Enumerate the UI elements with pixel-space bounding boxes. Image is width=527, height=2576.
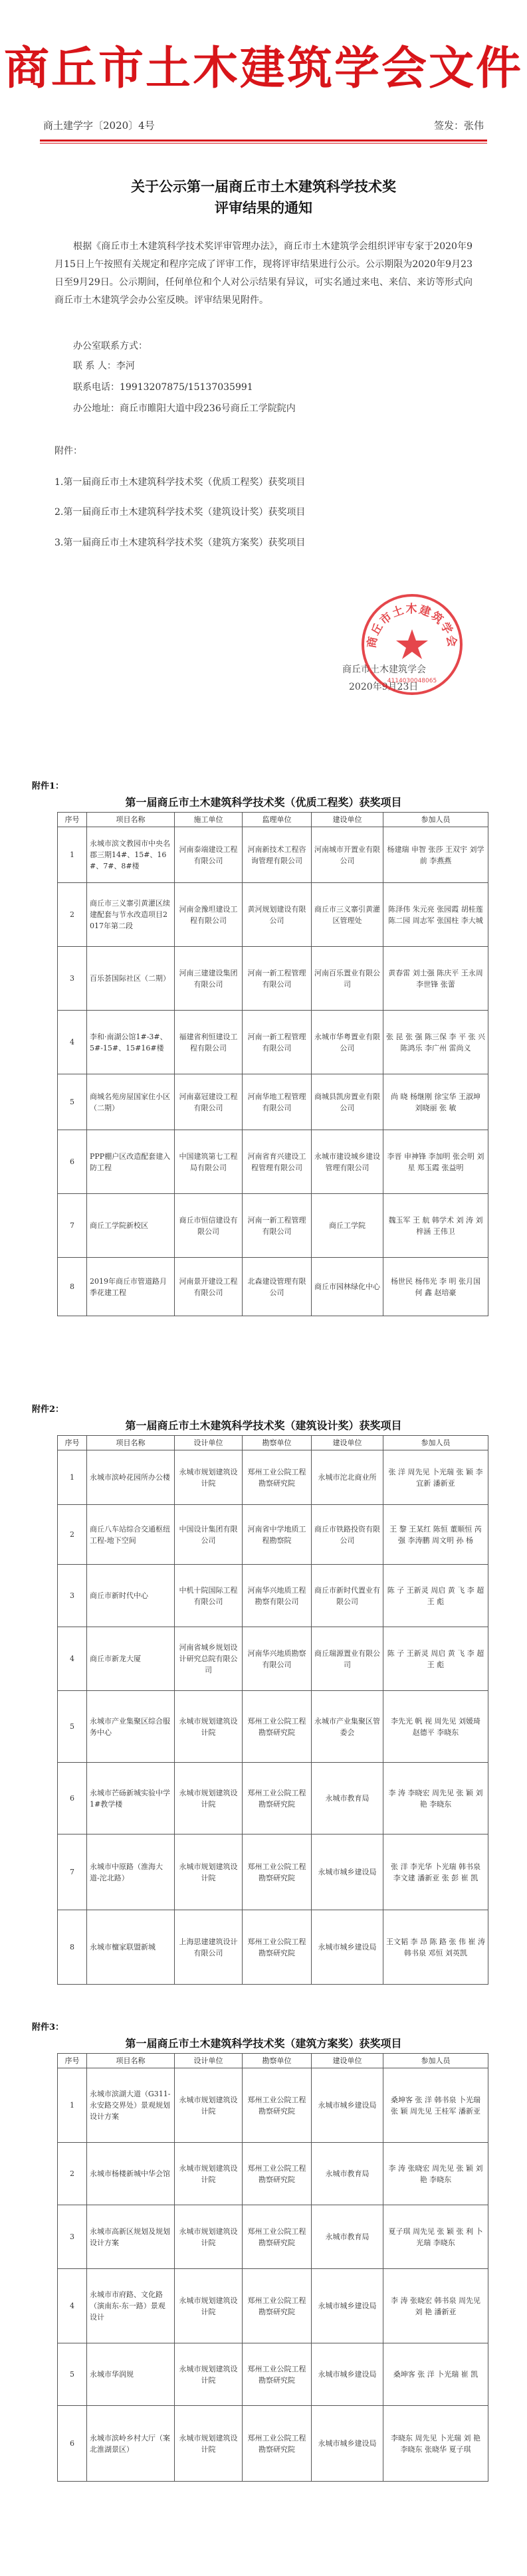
table-cell: 永城市沱北商业所 [312,1450,383,1505]
column-header: 设计单位 [175,1436,243,1450]
table-cell: 河南华兴地质工程勘察有限公司 [243,1565,312,1627]
table-cell: 永城市产业集聚区综合服务中心 [87,1691,175,1763]
official-seal-icon [356,588,469,701]
table-cell: 郑州工业公院工程勘察研究院 [243,2406,312,2482]
table-cell: 王 黎 王某红 陈恒 董顺恒 芮 强 李涛鹏 周文明 孙 杨 [383,1505,488,1565]
table-row [58,1074,488,1130]
table-cell: 3 [58,2205,87,2269]
table-row [58,2068,488,2143]
table-cell: 永城市檀家联盟新城 [87,1910,175,1985]
table-cell: 永城市杨楼新城中华会馆 [87,2143,175,2205]
table-header-row [58,1436,488,1450]
table-cell: 永城市城乡建设局 [312,2406,383,2482]
table-cell: 永城市规划建筑设计院 [175,1834,243,1910]
table-cell: 郑州工业公院工程勘察研究院 [243,2269,312,2343]
table-cell: 4 [58,1627,87,1691]
table-cell: 陈泽伟 朱元亮 张园霞 胡桂莲 陈二园 周志军 张国柱 李大城 [383,883,488,947]
table-cell: 7 [58,1834,87,1910]
table-cell: 商丘市三义寨引黄灌区管理处 [312,883,383,947]
attachment-item-1: 1.第一届商丘市土木建筑科学技术奖（优质工程奖）获奖项目 [54,477,306,488]
table-cell: 陈 子 王新灵 周启 黄 飞 李 超 王 彪 [383,1565,488,1627]
table-cell: 2 [58,883,87,947]
table-cell: 河南省中学地质工程勘察院 [243,1505,312,1565]
column-header: 参加人员 [383,813,488,827]
table-cell: 商丘市铁路投资有限公司 [312,1505,383,1565]
table-cell: 8 [58,1258,87,1316]
table-cell: 2 [58,1505,87,1565]
annex2-title: 第一届商丘市土木建筑科学技术奖（建筑设计奖）获奖项目 [125,1419,402,1432]
table-cell: 5 [58,1074,87,1130]
table-cell: 魏玉军 王 航 韩学术 刘 涛 刘梓涵 王伟卫 [383,1194,488,1258]
table-cell: 3 [58,947,87,1011]
column-header: 建设单位 [312,813,383,827]
annex2-table [57,1435,488,1985]
table-cell: 永城市规划建筑设计院 [175,2143,243,2205]
table-cell: 黄河规划建设有限公司 [243,883,312,947]
table-cell: 杨建瑞 申智 张莎 王双宇 刘学前 李燕燕 [383,827,488,883]
table-cell: 3 [58,1565,87,1627]
table-row [58,1258,488,1316]
table-cell: 陈 子 王新灵 周启 黄 飞 李 超 王 彪 [383,1627,488,1691]
document-number-row [43,118,484,133]
table-cell: 郑州工业公院工程勘察研究院 [243,1910,312,1985]
table-row [58,883,488,947]
table-cell: 6 [58,2406,87,2482]
table-cell: 张 洋 李光华 卜光瑞 韩书泉 李文建 潘新亚 张 彭 崔 凯 [383,1834,488,1910]
table-cell: 桑坤客 张 洋 韩书泉 卜光瑞 张 颖 周先见 王桂军 潘新亚 [383,2068,488,2143]
column-header: 建设单位 [312,1436,383,1450]
table-cell: 郑州工业公院工程勘察研究院 [243,1763,312,1834]
table-cell: 河南城市开置业有限公司 [312,827,383,883]
table-cell: 永城市建设城乡建设管理有限公司 [312,1130,383,1194]
svg-text:商丘市土木建筑学会: 商丘市土木建筑学会 [365,603,459,650]
table-cell: 永城市规划建筑设计院 [175,2343,243,2406]
notice-title-line2: 评审结果的通知 [215,199,312,216]
table-cell: 商丘八车站综合交通枢纽工程-地下空间 [87,1505,175,1565]
table-cell: 永城市滨岭花园所办公楼 [87,1450,175,1505]
table-cell: 商丘工学院 [312,1194,383,1258]
column-header: 建设单位 [312,2054,383,2068]
table-cell: 河南新技术工程咨询管理有限公司 [243,827,312,883]
table-cell: 李晋 申神锋 李加明 张会明 刘 星 郑玉霞 张益明 [383,1130,488,1194]
column-header: 施工单位 [175,813,243,827]
table-row [58,1194,488,1258]
table-cell: 李 涛 张晓宏 韩书泉 周先见 刘 艳 潘新亚 [383,2269,488,2343]
column-header: 设计单位 [175,2054,243,2068]
document-number: 商土建学字〔2020〕4号 [43,120,155,132]
table-cell: 河南三建建设集团有限公司 [175,947,243,1011]
table-cell: 李 涛 李晓宏 周先见 张 颖 刘 艳 李晓东 [383,1763,488,1834]
table-cell: 百乐荟国际社区（二期） [87,947,175,1011]
table-cell: 河南省育兴建设工程管理有限公司 [243,1130,312,1194]
column-header: 项目名称 [87,813,175,827]
table-cell: 永城市城乡建设局 [312,2269,383,2343]
table-cell: 商丘市三义寨引黄灌区续建配套与节水改造项目2017年第二段 [87,883,175,947]
table-cell: 张 洋 周先见 卜光瑞 张 颖 李宜新 潘新亚 [383,1450,488,1505]
table-cell: 上海思建建筑设计有限公司 [175,1910,243,1985]
column-header: 序号 [58,1436,87,1450]
table-cell: 永城市规划建筑设计院 [175,1763,243,1834]
table-cell: 河南嘉冠建设工程有限公司 [175,1074,243,1130]
table-cell: 河南泰端建设工程有限公司 [175,827,243,883]
table-cell: 尚 晓 杨继刚 徐宝华 王淑坤 刘晓丽 张 敏 [383,1074,488,1130]
annex1-table [57,812,488,1316]
table-cell: 李晓东 周先见 卜光瑞 刘 艳 李晓东 张晓华 夏子琪 [383,2406,488,2482]
table-cell: 郑州工业公院工程勘察研究院 [243,2143,312,2205]
column-header: 项目名称 [87,2054,175,2068]
table-cell: 永城市规划建筑设计院 [175,1450,243,1505]
table-header-row [58,813,488,827]
table-cell: 商丘市园林绿化中心 [312,1258,383,1316]
column-header: 序号 [58,813,87,827]
table-row [58,1505,488,1565]
table-cell: 永城市教育局 [312,2205,383,2269]
table-row [58,1627,488,1691]
table-cell: 黄春雷 刘士强 陈庆平 王永周 李世锋 张蕾 [383,947,488,1011]
column-header: 参加人员 [383,1436,488,1450]
table-cell: 永城市教育局 [312,2143,383,2205]
table-cell: 1 [58,2068,87,2143]
annex1-label: 附件1： [32,781,64,791]
table-cell: 河南一新工程管理有限公司 [243,947,312,1011]
table-cell: 郑州工业公院工程勘察研究院 [243,1834,312,1910]
table-cell: 2 [58,2143,87,2205]
table-cell: 永城市规划建筑设计院 [175,2205,243,2269]
table-cell: 李和·南湖公馆1#-3#、5#-15#、15#16#楼 [87,1011,175,1074]
table-cell: 张 昆 张 强 陈三保 李 平 张 兴 陈鸿乐 李广州 雷尚义 [383,1011,488,1074]
table-cell: 8 [58,1910,87,1985]
column-header: 勘察单位 [243,2054,312,2068]
header-divider [40,140,487,142]
table-row [58,1834,488,1910]
table-cell: 1 [58,827,87,883]
table-cell: 商丘市恒信建设有限公司 [175,1194,243,1258]
table-cell: 中机十院国际工程有限公司 [175,1565,243,1627]
table-cell: 商城名苑房屋国家住小区（二期） [87,1074,175,1130]
signing-date: 2020年9月23日 [349,682,419,692]
notice-title-line1: 关于公示第一届商丘市土木建筑科学技术奖 [131,178,396,195]
table-cell: 河南金豫坦建设工程有限公司 [175,883,243,947]
table-cell: 商丘市新时代置业有限公司 [312,1565,383,1627]
signature-block [336,588,495,734]
table-cell: 李先光 帆 视 周先见 刘媛琦 赵德平 李晓东 [383,1691,488,1763]
table-cell: 永城市城乡建设局 [312,1910,383,1985]
table-cell: 郑州工业公院工程勘察研究院 [243,1691,312,1763]
column-header: 勘察单位 [243,1436,312,1450]
contact-phone: 联系电话：19913207875/15137035991 [73,382,253,393]
annex3-table [57,2053,488,2482]
annex3-label: 附件3： [32,2023,64,2032]
table-cell: 郑州工业公院工程勘察研究院 [243,2205,312,2269]
signatory: 签发：张伟 [433,120,484,132]
table-cell: 永城市规划建筑设计院 [175,2269,243,2343]
table-cell: 郑州工业公院工程勘察研究院 [243,2068,312,2143]
table-cell: 永城市芒砀新城实验中学1#教学楼 [87,1763,175,1834]
annex3-title: 第一届商丘市土木建筑科学技术奖（建筑方案奖）获奖项目 [125,2037,402,2050]
attachments-label: 附件： [54,446,82,456]
document-masthead: 商丘市土木建筑学会文件 [3,42,523,95]
table-row [58,1450,488,1505]
table-cell: 永城市城乡建设局 [312,2068,383,2143]
table-cell: 河南百乐置业有限公司 [312,947,383,1011]
table-cell: 河南一新工程管理有限公司 [243,1194,312,1258]
table-cell: 永城市华润规 [87,2343,175,2406]
table-cell: 永城市中原路（淮海大道-沱北路） [87,1834,175,1910]
table-cell: 河南一新工程管理有限公司 [243,1011,312,1074]
table-cell: 5 [58,1691,87,1763]
table-cell: 杨世民 杨伟光 李 明 张月国 何 鑫 赵培豪 [383,1258,488,1316]
svg-text:4114030048065: 4114030048065 [387,678,437,684]
table-cell: 河南华地工程管理有限公司 [243,1074,312,1130]
table-cell: 6 [58,1130,87,1194]
table-row [58,1763,488,1834]
table-cell: 5 [58,2343,87,2406]
table-cell: 河南华兴地质勘察有限公司 [243,1627,312,1691]
table-cell: 永城市滨岭乡村大厅（案北淮湖景区） [87,2406,175,2482]
table-cell: 永城市城乡建设局 [312,2343,383,2406]
table-cell: 王文韬 李 昂 陈 路 张 伟 崔 涛 韩书泉 邓恒 刘英凯 [383,1910,488,1985]
table-row [58,1565,488,1627]
table-header-row [58,2054,488,2068]
table-cell: 郑州工业公院工程勘察研究院 [243,1450,312,1505]
contact-intro: 办公室联系方式： [73,341,148,351]
table-row [58,1130,488,1194]
table-cell: 7 [58,1194,87,1258]
table-cell: 4 [58,2269,87,2343]
table-row [58,1910,488,1985]
table-cell: 北森建设管理有限公司 [243,1258,312,1316]
table-cell: 永城市教育局 [312,1763,383,1834]
notice-paragraph: 根据《商丘市土木建筑科学技术奖评审管理办法》，商丘市土木建筑学会组织评审专家于2020年9月15日上午按照有关规定和程序完成了评审工作，现将评审结果进行公示。公示期限为2020年9月23日至9月29日。公示期间，任何单位和个人对公示结果有异议，可实名通过来电、来信、来访等形式向商丘市土木建筑学会办公室反映。评审结果见附件。 [54,241,473,306]
table-row [58,1011,488,1074]
table-cell: 永城市规划建筑设计院 [175,2068,243,2143]
signing-organization: 商丘市土木建筑学会 [342,664,426,675]
table-cell: 永城市高新区规划及规划设计方案 [87,2205,175,2269]
table-cell: 2019年商丘市管道路月季花建工程 [87,1258,175,1316]
table-row [58,2143,488,2205]
table-row [58,2205,488,2269]
table-cell: 4 [58,1011,87,1074]
column-header: 监理单位 [243,813,312,827]
table-cell: 1 [58,1450,87,1505]
table-cell: 永城市产业集聚区管委会 [312,1691,383,1763]
table-cell: 商丘市新龙大厦 [87,1627,175,1691]
contact-person: 联 系 人：李河 [73,361,135,371]
table-cell: 李 涛 张晓宏 周先见 张 颖 刘 艳 李晓东 [383,2143,488,2205]
table-cell: 6 [58,1763,87,1834]
contact-address: 办公地址：商丘市睢阳大道中段236号商丘工学院院内 [73,403,296,414]
table-cell: 商丘瑞源置业有限公司 [312,1627,383,1691]
column-header: 序号 [58,2054,87,2068]
table-cell: 郑州工业公院工程勘察研究院 [243,2343,312,2406]
attachment-item-2: 2.第一届商丘市土木建筑科学技术奖（建筑设计奖）获奖项目 [54,507,306,518]
table-cell: PPP棚户区改造配套建入防工程 [87,1130,175,1194]
table-cell: 永城市规划建筑设计院 [175,1691,243,1763]
table-row [58,1691,488,1763]
column-header: 参加人员 [383,2054,488,2068]
table-cell: 河南景开建设工程有限公司 [175,1258,243,1316]
table-cell: 永城市滨湖大道（G311-永安路交界处）景观规划设计方案 [87,2068,175,2143]
table-cell: 中国建筑第七工程局有限公司 [175,1130,243,1194]
table-cell: 桑坤客 张 洋 卜光瑞 崔 凯 [383,2343,488,2406]
table-cell: 商丘工学院新校区 [87,1194,175,1258]
table-cell: 永城市滨文教园市中央名郡三期14#、15#、16#、7#、8#楼 [87,827,175,883]
table-row [58,2406,488,2482]
table-row [58,2343,488,2406]
table-cell: 河南省城乡规划设计研究总院有限公司 [175,1627,243,1691]
table-cell: 永城市华粤置业有限公司 [312,1011,383,1074]
attachment-item-3: 3.第一届商丘市土木建筑科学技术奖（建筑方案奖）获奖项目 [54,538,306,548]
annex2-label: 附件2： [32,1405,64,1415]
table-row [58,2269,488,2343]
column-header: 项目名称 [87,1436,175,1450]
table-cell: 商城县凯房置业有限公司 [312,1074,383,1130]
table-cell: 永城市市府路、文化路（演南东-东一路）景观设计 [87,2269,175,2343]
table-cell: 商丘市新时代中心 [87,1565,175,1627]
table-cell: 福建省利恒建设工程有限公司 [175,1011,243,1074]
table-row [58,827,488,883]
table-cell: 中国设计集团有限公司 [175,1505,243,1565]
table-cell: 永城市规划建筑设计院 [175,2406,243,2482]
annex1-title: 第一届商丘市土木建筑科学技术奖（优质工程奖）获奖项目 [125,796,402,809]
table-cell: 夏子琪 周先见 张 颖 张 利 卜光瑞 李晓东 [383,2205,488,2269]
table-row [58,947,488,1011]
table-cell: 永城市城乡建设局 [312,1834,383,1910]
header-divider-thin [40,143,487,144]
